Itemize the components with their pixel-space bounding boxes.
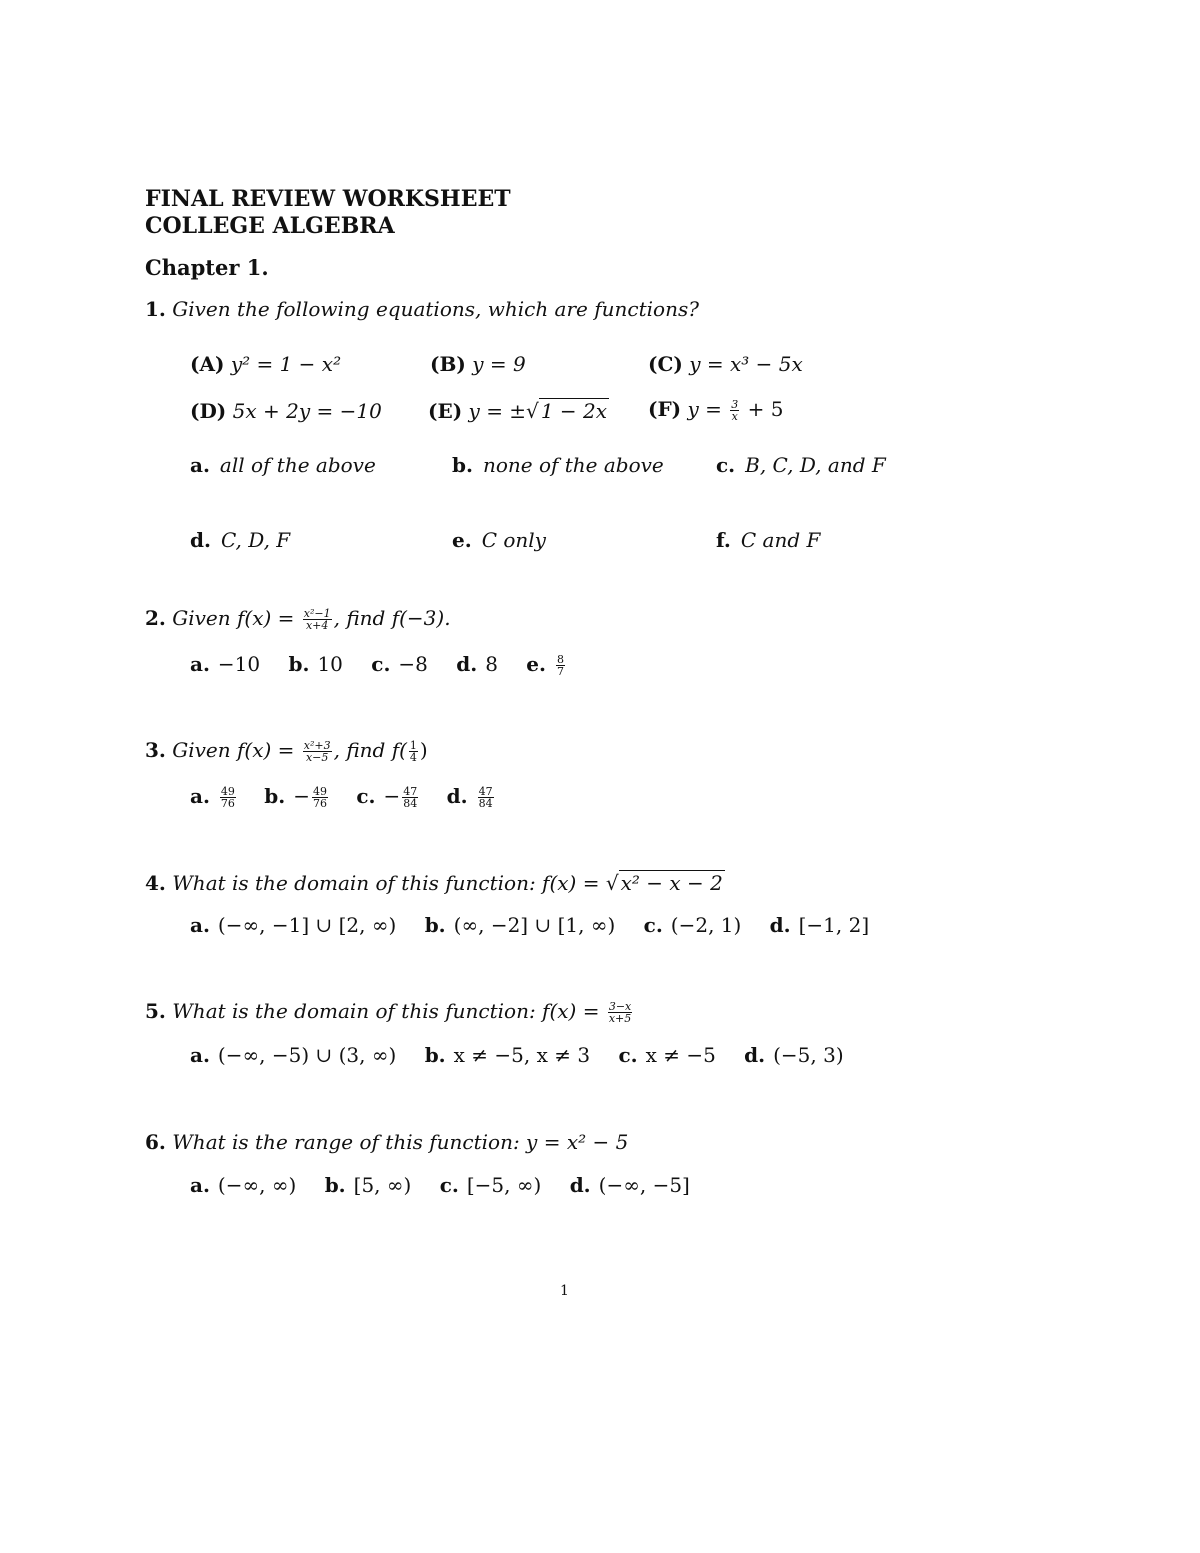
option-label: a. bbox=[190, 652, 210, 676]
equation-e bbox=[428, 399, 609, 423]
numerator: x²+3 bbox=[303, 739, 331, 752]
numerator: 49 bbox=[313, 785, 327, 798]
answer-a bbox=[190, 453, 376, 477]
fraction bbox=[220, 786, 236, 809]
equation-expr: 5x + 2y = −10 bbox=[232, 399, 382, 423]
option-label: a. bbox=[190, 784, 210, 808]
fraction bbox=[303, 740, 332, 763]
option-label: b. bbox=[324, 1173, 346, 1197]
question-4 bbox=[145, 871, 725, 895]
answer-text: C and F bbox=[740, 528, 821, 552]
option-label: a. bbox=[190, 1043, 210, 1067]
option-label: d. bbox=[569, 1173, 591, 1197]
radicand: x² − x − 2 bbox=[620, 871, 723, 895]
denominator: x+4 bbox=[305, 619, 329, 632]
fraction bbox=[556, 654, 565, 677]
denominator: 4 bbox=[409, 751, 417, 764]
option-value: −8 bbox=[398, 652, 428, 676]
equation-label: (F) bbox=[648, 397, 682, 421]
question-text: Given the following equations, which are functions? bbox=[172, 297, 699, 321]
answer-label: e. bbox=[452, 528, 472, 552]
answer-label: c. bbox=[716, 453, 736, 477]
fraction bbox=[303, 608, 332, 631]
question-text-tail: , find f(−3). bbox=[333, 606, 451, 630]
answer-text: all of the above bbox=[219, 453, 376, 477]
option-label: a. bbox=[190, 1173, 210, 1197]
equation-expr: y = 9 bbox=[472, 352, 526, 376]
option-label: c. bbox=[371, 652, 391, 676]
chapter-heading: Chapter 1. bbox=[145, 255, 269, 280]
options-q4 bbox=[190, 913, 891, 937]
equation-label: (C) bbox=[648, 352, 683, 376]
denominator: 84 bbox=[403, 797, 418, 810]
option-value: [−1, 2] bbox=[798, 913, 870, 937]
option-label: d. bbox=[744, 1043, 766, 1067]
answer-label: f. bbox=[716, 528, 731, 552]
option-value: [5, ∞) bbox=[353, 1173, 412, 1197]
question-number: 2. bbox=[145, 606, 166, 630]
option-label: d. bbox=[456, 652, 478, 676]
option-label: c. bbox=[618, 1043, 638, 1067]
question-text: Given f(x) = bbox=[172, 606, 295, 630]
equation-expr: y = x³ − 5x bbox=[689, 352, 803, 376]
question-3 bbox=[145, 738, 428, 763]
option-value: (−∞, −5] bbox=[598, 1173, 690, 1197]
fraction bbox=[478, 786, 494, 809]
option-label: a. bbox=[190, 913, 210, 937]
option-value: (−5, 3) bbox=[773, 1043, 844, 1067]
numerator: 3−x bbox=[608, 1000, 632, 1013]
option-sign: − bbox=[293, 784, 310, 808]
numerator: x²−1 bbox=[303, 607, 331, 620]
option-label: c. bbox=[356, 784, 376, 808]
fraction bbox=[730, 399, 739, 422]
equation-label: (A) bbox=[190, 352, 225, 376]
numerator: 47 bbox=[478, 785, 493, 798]
option-value: x ≠ −5 bbox=[645, 1043, 716, 1067]
denominator: 7 bbox=[556, 665, 564, 678]
question-text: Given f(x) = bbox=[172, 738, 295, 762]
radicand: 1 − 2x bbox=[540, 399, 608, 423]
page-number: 1 bbox=[560, 1283, 569, 1299]
equation-a bbox=[190, 352, 341, 376]
numerator: 1 bbox=[409, 739, 417, 752]
denominator: 84 bbox=[478, 797, 493, 810]
answer-label: b. bbox=[452, 453, 473, 477]
option-value: 8 bbox=[485, 652, 498, 676]
question-number: 4. bbox=[145, 871, 166, 895]
equation-label: (E) bbox=[428, 399, 463, 423]
question-number: 3. bbox=[145, 738, 166, 762]
fraction bbox=[312, 786, 328, 809]
equation-c bbox=[648, 352, 803, 376]
option-label: e. bbox=[526, 652, 546, 676]
question-1 bbox=[145, 297, 699, 321]
answer-text: C, D, F bbox=[220, 528, 291, 552]
answer-c bbox=[716, 453, 886, 477]
equation-expr: y = ±√ bbox=[468, 399, 539, 423]
answer-e bbox=[452, 528, 546, 552]
option-value: (−2, 1) bbox=[670, 913, 742, 937]
denominator: x+5 bbox=[608, 1012, 632, 1025]
course-title: COLLEGE ALGEBRA bbox=[145, 213, 395, 239]
equation-b bbox=[430, 352, 526, 376]
answer-text: none of the above bbox=[482, 453, 664, 477]
option-label: b. bbox=[288, 652, 310, 676]
option-label: b. bbox=[264, 784, 286, 808]
question-number: 5. bbox=[145, 999, 166, 1023]
option-value: (−∞, −5) ∪ (3, ∞) bbox=[217, 1043, 397, 1067]
question-number: 6. bbox=[145, 1130, 166, 1154]
equation-f bbox=[648, 397, 783, 422]
answer-label: d. bbox=[190, 528, 211, 552]
equation-expr: y² = 1 − x² bbox=[230, 352, 342, 376]
option-label: c. bbox=[439, 1173, 459, 1197]
equation-tail: + 5 bbox=[747, 397, 784, 421]
answer-b bbox=[452, 453, 664, 477]
numerator: 47 bbox=[403, 785, 418, 798]
option-label: b. bbox=[424, 1043, 446, 1067]
option-label: d. bbox=[446, 784, 468, 808]
option-value: −10 bbox=[217, 652, 261, 676]
option-value: (−∞, −1] ∪ [2, ∞) bbox=[217, 913, 397, 937]
question-number: 1. bbox=[145, 297, 166, 321]
option-sign: − bbox=[383, 784, 401, 808]
answer-label: a. bbox=[190, 453, 210, 477]
question-2 bbox=[145, 606, 451, 631]
options-q3 bbox=[190, 784, 496, 809]
worksheet-title: FINAL REVIEW WORKSHEET bbox=[145, 186, 511, 212]
option-label: b. bbox=[424, 913, 446, 937]
option-value: [−5, ∞) bbox=[466, 1173, 542, 1197]
question-5 bbox=[145, 999, 634, 1024]
question-text: What is the domain of this function: f(x) = √ bbox=[172, 871, 619, 895]
options-q6 bbox=[190, 1173, 712, 1197]
fraction bbox=[402, 786, 418, 809]
option-value: x ≠ −5, x ≠ 3 bbox=[453, 1043, 591, 1067]
numerator: 49 bbox=[220, 785, 235, 798]
answer-text: B, C, D, and F bbox=[745, 453, 886, 477]
option-label: c. bbox=[643, 913, 663, 937]
question-text: What is the domain of this function: f(x) = bbox=[172, 999, 600, 1023]
denominator: x bbox=[731, 410, 738, 423]
equation-label: (B) bbox=[430, 352, 466, 376]
denominator: 76 bbox=[220, 797, 235, 810]
question-6 bbox=[145, 1130, 628, 1154]
fraction bbox=[409, 740, 418, 763]
equation-d bbox=[190, 399, 382, 423]
answer-text: C only bbox=[481, 528, 546, 552]
options-q2 bbox=[190, 652, 567, 677]
denominator: x−5 bbox=[305, 751, 329, 764]
numerator: 8 bbox=[556, 653, 564, 666]
option-label: d. bbox=[769, 913, 791, 937]
options-q5 bbox=[190, 1043, 866, 1067]
option-value: 10 bbox=[317, 652, 343, 676]
numerator: 3 bbox=[731, 398, 739, 411]
option-value: (−∞, ∞) bbox=[217, 1173, 297, 1197]
answer-d bbox=[190, 528, 290, 552]
question-text-tail: ) bbox=[419, 738, 428, 762]
option-value: (∞, −2] ∪ [1, ∞) bbox=[453, 913, 616, 937]
question-text-mid: , find f( bbox=[333, 738, 407, 762]
question-text: What is the range of this function: y = x² − 5 bbox=[172, 1130, 629, 1154]
fraction bbox=[608, 1001, 632, 1024]
answer-f bbox=[716, 528, 820, 552]
equation-label: (D) bbox=[190, 399, 227, 423]
equation-expr: y = bbox=[687, 397, 722, 421]
denominator: 76 bbox=[313, 797, 327, 810]
